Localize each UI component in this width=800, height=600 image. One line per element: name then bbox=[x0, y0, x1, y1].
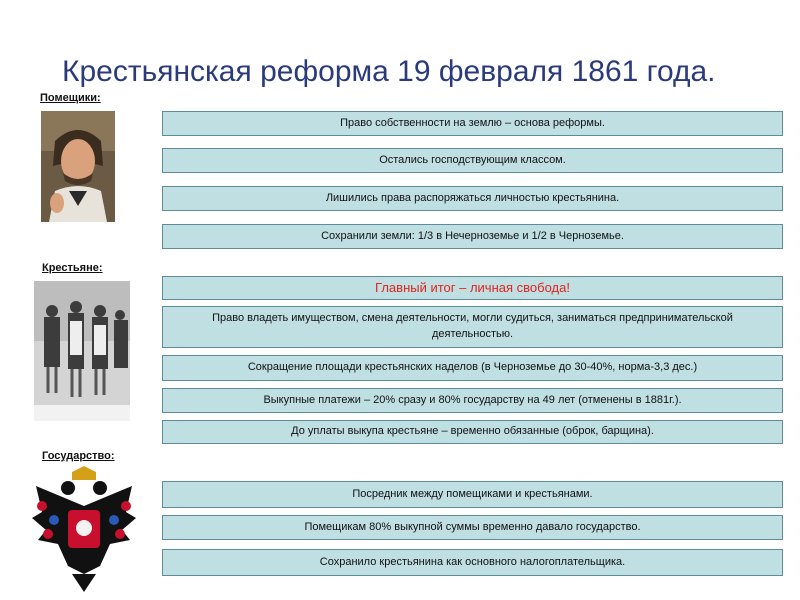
state-item-3: Сохранило крестьянина как основного налогоплательщика. bbox=[162, 549, 783, 576]
peasants-item-3: Сокращение площади крестьянских наделов (в Черноземье до 30-40%, норма-3,3 дес.) bbox=[162, 355, 783, 381]
landowners-item-4: Сохранили земли: 1/3 в Нечерноземье и 1/2 в Черноземье. bbox=[162, 224, 783, 249]
landowners-item-1: Право собственности на землю – основа реформы. bbox=[162, 111, 783, 136]
state-item-1: Посредник между помещиками и крестьянами. bbox=[162, 481, 783, 508]
double-headed-eagle-icon bbox=[28, 466, 140, 592]
landowners-item-3: Лишились права распоряжаться личностью крестьянина. bbox=[162, 186, 783, 211]
section-label-state: Государство: bbox=[42, 450, 115, 462]
section-label-peasants: Крестьяне: bbox=[42, 262, 103, 274]
peasants-main-result: Главный итог – личная свобода! bbox=[162, 276, 783, 300]
state-item-2: Помещикам 80% выкупной суммы временно давало государство. bbox=[162, 515, 783, 540]
section-label-landowners: Помещики: bbox=[40, 92, 101, 104]
landowners-item-2: Остались господствующим классом. bbox=[162, 148, 783, 173]
peasants-engraving-icon bbox=[34, 281, 130, 421]
peasants-item-5: До уплаты выкупа крестьяне – временно обязанные (оброк, барщина). bbox=[162, 420, 783, 444]
peasants-item-4: Выкупные платежи – 20% сразу и 80% государству на 49 лет (отменены в 1881г.). bbox=[162, 388, 783, 413]
landowner-portrait-icon bbox=[41, 111, 115, 222]
slide-title: Крестьянская реформа 19 февраля 1861 года. bbox=[62, 55, 716, 88]
peasants-item-2: Право владеть имуществом, смена деятельности, могли судиться, заниматься предпринимательской деятельностью. bbox=[162, 306, 783, 348]
